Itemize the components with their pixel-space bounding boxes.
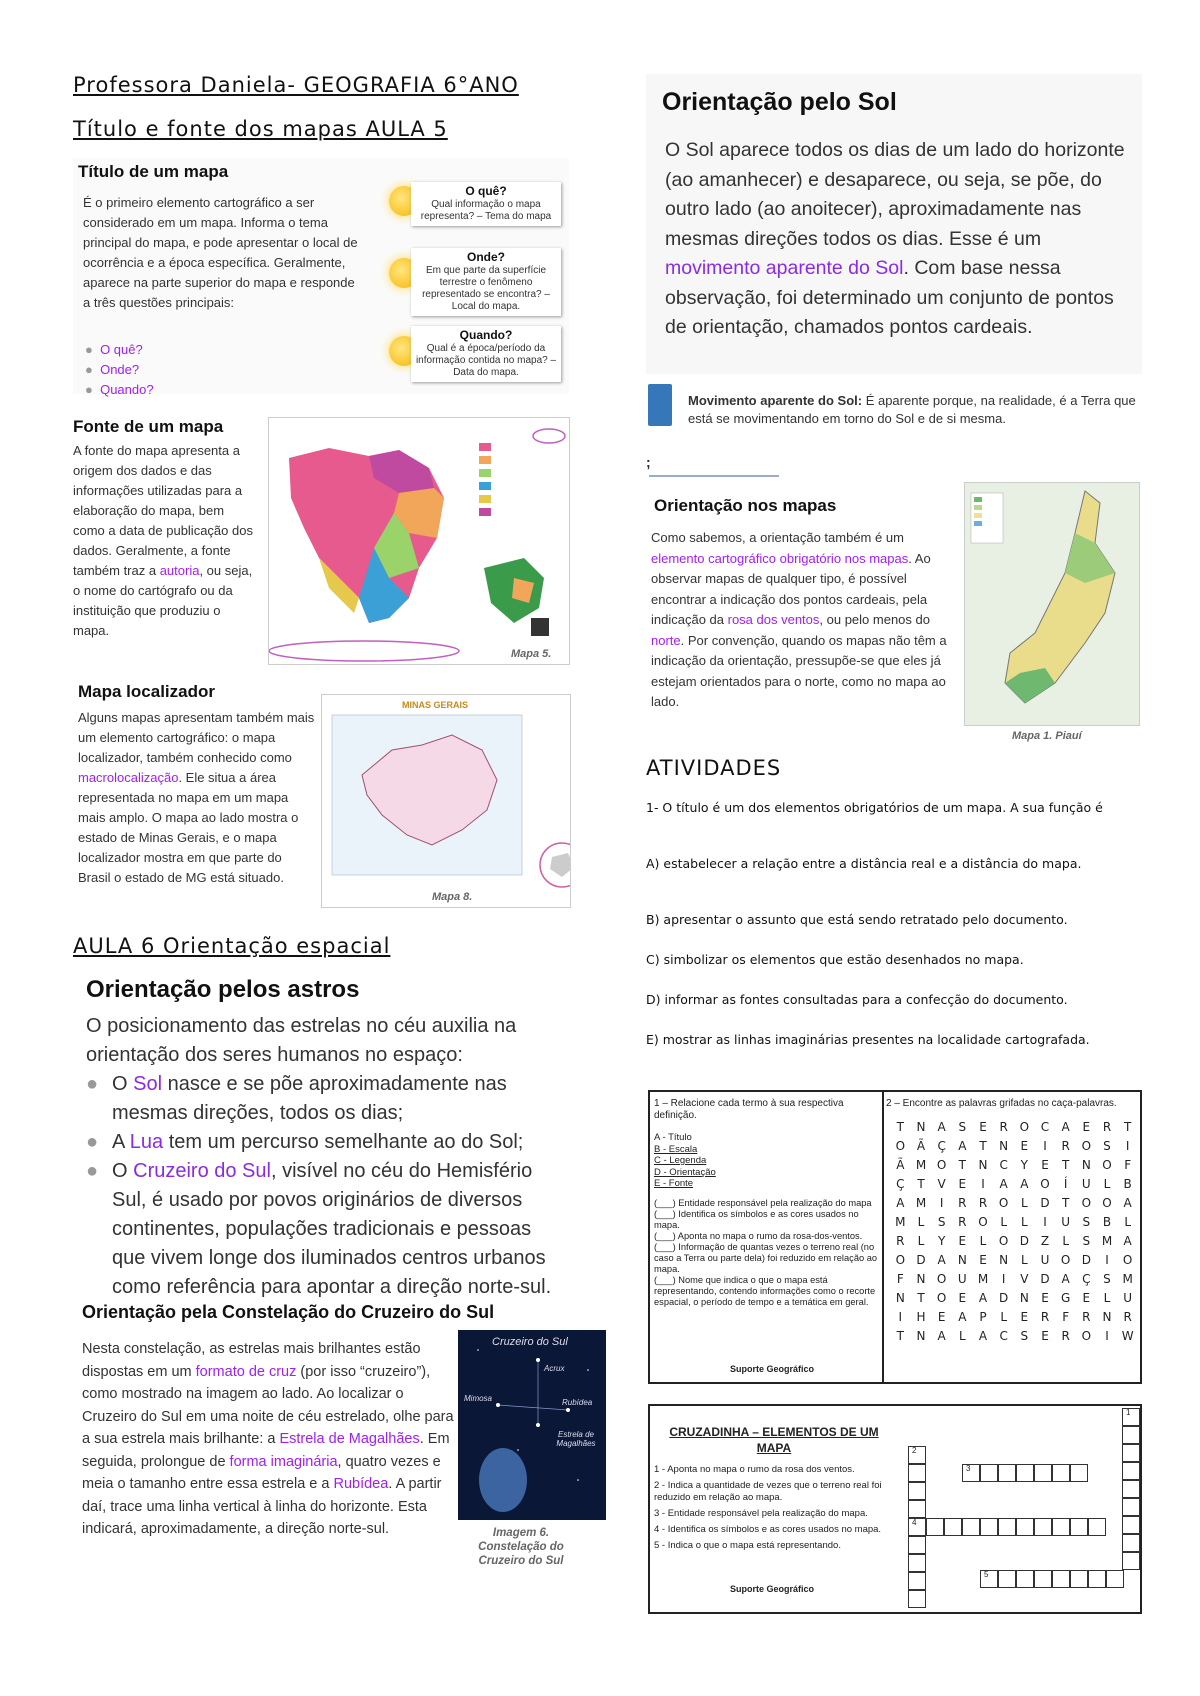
wordsearch-cell[interactable]: U	[957, 1272, 967, 1286]
wordsearch-cell[interactable]: E	[1082, 1291, 1091, 1305]
crossword-cell[interactable]	[908, 1518, 926, 1536]
wordsearch-cell[interactable]: L	[1020, 1215, 1028, 1229]
localizador-text: Alguns mapas apresentam também mais um elemento cartográfico: o mapa localizador, também conhecido como macrolocalização. Ele situa a área representada no mapa em um mapa mais amplo. O mapa ao lado mostra o estado de Minas Gerais, e o mapa localizador mostra em que parte do Brasil o estado de MG está situado.	[78, 710, 315, 885]
fonte-heading: Fonte de um mapa	[73, 417, 224, 436]
crossword-number: 5	[984, 1570, 989, 1579]
sol-text: O Sol aparece todos os dias de um lado do horizonte (ao amanhecer) e desaparece, ou seja, se põe, do outro lado (ao anoitecer), aproximadamente nas mesmas direções todos os dias. Esse é um movimento aparente do Sol. Com base nessa observação, foi determinado um conjunto de pontos de orientação, chamados pontos cardeais.	[665, 139, 1125, 338]
wordsearch-cell[interactable]: N	[916, 1120, 926, 1134]
star-label-acrux: Acrux	[544, 1364, 565, 1373]
crossword-cell[interactable]	[908, 1536, 926, 1554]
wordsearch-cell[interactable]: O	[895, 1253, 906, 1267]
minas-map-image	[321, 694, 571, 908]
wordsearch-cell[interactable]: L	[1000, 1310, 1007, 1324]
wordsearch-cell[interactable]: L	[1124, 1215, 1131, 1229]
wordsearch-cell[interactable]: H	[916, 1310, 926, 1324]
page-header-teacher: Professora Daniela- GEOGRAFIA 6°ANO	[73, 73, 519, 97]
wordsearch-cell[interactable]: N	[999, 1253, 1009, 1267]
fonte-panel	[68, 415, 570, 667]
wordsearch-cell[interactable]: S	[1082, 1234, 1091, 1248]
mapas-panel	[646, 480, 1142, 742]
wordsearch-cell[interactable]: U	[1061, 1215, 1071, 1229]
wordsearch-cell[interactable]: W	[1121, 1329, 1134, 1343]
crossword-cell[interactable]	[980, 1518, 998, 1536]
wordsearch-cell[interactable]: L	[917, 1234, 925, 1248]
wordsearch-cell[interactable]: D	[1040, 1196, 1050, 1210]
wordsearch-cell[interactable]: N	[1102, 1310, 1112, 1324]
wordsearch-cell[interactable]: M	[915, 1158, 927, 1172]
crossword-cell[interactable]	[1016, 1570, 1034, 1588]
book-icon	[648, 384, 672, 426]
wordsearch-cell[interactable]: Y	[937, 1234, 946, 1248]
wordsearch-cell[interactable]: D	[1081, 1253, 1091, 1267]
divider	[649, 475, 779, 477]
crossword-grid[interactable]	[908, 1406, 1142, 1612]
wordsearch-cell[interactable]: I	[1043, 1139, 1047, 1153]
cruzeiro-panel	[76, 1302, 596, 1602]
titulo-bullets: ● O quê? ● Onde? ● Quando?	[85, 342, 154, 397]
crossword-cell[interactable]	[998, 1518, 1016, 1536]
wordsearch-cell[interactable]: U	[1081, 1177, 1091, 1191]
wordsearch-cell[interactable]: Ã	[916, 1139, 926, 1153]
wordsearch-cell[interactable]: L	[1103, 1291, 1111, 1305]
brazil-map-image	[268, 417, 570, 665]
cruzeiro-caption: Imagem 6. Constelação do Cruzeiro do Sul	[478, 1527, 564, 1567]
exercise-wordsearch-panel	[648, 1090, 1142, 1384]
crossword-cell[interactable]	[1122, 1552, 1140, 1570]
star-label-mimosa: Mimosa	[464, 1394, 493, 1403]
wordsearch-cell[interactable]: V	[937, 1177, 946, 1191]
wordsearch-cell[interactable]: I	[939, 1196, 944, 1210]
wordsearch-cell[interactable]: O	[1081, 1329, 1092, 1343]
bullet-oque: O quê?	[100, 342, 143, 357]
wordsearch-cell[interactable]: A	[1061, 1272, 1070, 1286]
titulo-heading: Título de um mapa	[78, 162, 229, 181]
titulo-panel	[73, 158, 569, 397]
wordsearch-cell[interactable]: T	[979, 1139, 987, 1153]
wordsearch-cell[interactable]: V	[1020, 1272, 1029, 1286]
mapas-heading: Orientação nos mapas	[654, 496, 837, 515]
wordsearch-cell[interactable]: N	[978, 1158, 988, 1172]
wordsearch-cell[interactable]: M	[1122, 1272, 1133, 1286]
wordsearch-cell[interactable]: T	[917, 1177, 925, 1191]
crossword-cell[interactable]	[1106, 1570, 1124, 1588]
atividades-heading: ATIVIDADES	[646, 756, 782, 780]
wordsearch-cell[interactable]: N	[895, 1291, 905, 1305]
crossword-clues: 1 - Aponta no mapa o rumo da rosa dos ventos. 2 - Indica a quantidade de vezes que o terreno real foi reduzido em relação ao mapa. 3 - Entidade responsável pela realização do mapa. 4 - Identifica os símbolos e as cores usados no mapa. 5 - Indica o que o mapa está representando.	[654, 1464, 882, 1551]
titulo-text: É o primeiro elemento cartográfico a ser considerado em um mapa. Informa o tema principal do mapa, e pode apresentar o local de ocorrência e a época específica. Geralmente, aparece na parte superior do mapa e responde a três questões principais:	[83, 195, 358, 310]
wordsearch-cell[interactable]: R	[896, 1234, 905, 1248]
wordsearch-cell[interactable]: A	[1123, 1196, 1132, 1210]
crossword-cell[interactable]	[1122, 1462, 1140, 1480]
crossword-cell[interactable]	[908, 1500, 926, 1518]
wordsearch-cell[interactable]: E	[958, 1234, 967, 1248]
relacione-definitions: (___) Entidade responsável pela realização do mapa (___) Identifica os símbolos e as cores usados no mapa. (___) Aponta no mapa o rumo da rosa-dos-ventos. (___) Informação de quantas vezes o terreno real (no caso a Terra ou parte dela) foi reduzido em relação ao mapa. (___) Nome que indica o que o mapa está representando, contendo informações como o recorte espacial, o período de tempo e a temática em geral.	[654, 1198, 878, 1307]
wordsearch-cell[interactable]: O	[936, 1272, 947, 1286]
crossword-number: 2	[912, 1446, 917, 1455]
wordsearch-cell[interactable]: T	[1061, 1158, 1070, 1172]
wordsearch-cell[interactable]: E	[1020, 1139, 1029, 1153]
crossword-cell[interactable]	[1122, 1534, 1140, 1552]
wordsearch-cell[interactable]: A	[958, 1310, 967, 1324]
crossword-cell[interactable]	[926, 1518, 944, 1536]
minas-map-title: MINAS GERAIS	[402, 700, 469, 710]
wordsearch-cell[interactable]: T	[1061, 1196, 1070, 1210]
wordsearch-cell[interactable]: L	[1020, 1253, 1028, 1267]
localizador-panel	[73, 682, 571, 912]
wordsearch-cell[interactable]: S	[1103, 1139, 1111, 1153]
wordsearch-cell[interactable]: N	[916, 1272, 926, 1286]
cruzeiro-text: Nesta constelação, as estrelas mais brilhantes estão dispostas em um formato de cruz (por isso “cruzeiro”), como mostrado na imagem ao lado. Ao localizar o Cruzeiro do Sul em uma noite de céu estrelado, olhe para a sua estrela mais brilhante: a Estrela de Magalhães. Em seguida, prolongue de forma imaginária, quatro vezes e meia o tamanho entre essa estrela e a Rubídea. A partir daí, trace uma linha vertical à linha do horizonte. Esta indicará, aproximadamente, a direção norte-sul.	[82, 1341, 454, 1537]
bullet-onde: Onde?	[100, 362, 140, 377]
q-oque-box: O quê? Qual informação o mapa representa? – Tema do mapa	[411, 182, 561, 226]
astros-heading: Orientação pelos astros	[86, 976, 360, 1003]
wordsearch-cell[interactable]: A	[1061, 1120, 1070, 1134]
q-quando-box: Quando? Qual é a época/período da informação contida no mapa? – Data do mapa.	[411, 326, 561, 382]
wordsearch-cell[interactable]: D	[1019, 1234, 1029, 1248]
wordsearch-cell[interactable]: B	[1123, 1177, 1132, 1191]
wordsearch-cell[interactable]: F	[1062, 1310, 1070, 1324]
wordsearch-cell[interactable]: R	[1061, 1139, 1070, 1153]
wordsearch-cell[interactable]: A	[999, 1177, 1008, 1191]
crossword-cell[interactable]	[1070, 1570, 1088, 1588]
wordsearch-cell[interactable]: O	[936, 1291, 947, 1305]
wordsearch-cell[interactable]: L	[1000, 1215, 1007, 1229]
crossword-cell[interactable]	[908, 1464, 926, 1482]
crossword-cell[interactable]	[1122, 1444, 1140, 1462]
crossword-cell[interactable]	[1088, 1570, 1106, 1588]
wordsearch-cell[interactable]: S	[1082, 1215, 1091, 1229]
wordsearch-cell[interactable]: Y	[1020, 1158, 1028, 1172]
wordsearch-cell[interactable]: E	[1020, 1310, 1029, 1324]
wordsearch-cell[interactable]: A	[896, 1196, 905, 1210]
wordsearch-cell[interactable]: A	[937, 1329, 946, 1343]
crossword-cell[interactable]	[908, 1554, 926, 1572]
crossword-cell[interactable]	[1016, 1518, 1034, 1536]
crossword-cell[interactable]	[998, 1570, 1016, 1588]
wordsearch-cell[interactable]: Ç	[896, 1177, 905, 1191]
wordsearch-cell[interactable]: E	[979, 1253, 987, 1267]
wordsearch-cell[interactable]: E	[1041, 1158, 1049, 1172]
option-b[interactable]: B) apresentar o assunto que está sendo retratado pelo documento.	[646, 912, 1068, 927]
crossword-cell[interactable]	[908, 1590, 926, 1608]
wordsearch-cell[interactable]: L	[1020, 1196, 1028, 1210]
wordsearch-cell[interactable]: M	[977, 1272, 989, 1286]
wordsearch-cell[interactable]: N	[1081, 1158, 1091, 1172]
wordsearch-cell[interactable]: R	[1123, 1310, 1132, 1324]
sol-heading: Orientação pelo Sol	[662, 88, 897, 116]
wordsearch-cell[interactable]: L	[1062, 1234, 1069, 1248]
crossword-cell[interactable]	[1122, 1516, 1140, 1534]
wordsearch-cell[interactable]: P	[979, 1310, 987, 1324]
wordsearch-cell[interactable]: N	[999, 1139, 1009, 1153]
localizador-heading: Mapa localizador	[78, 682, 215, 701]
wordsearch-cell[interactable]: R	[1102, 1120, 1112, 1134]
wordsearch-cell[interactable]: E	[958, 1177, 967, 1191]
wordsearch-cell[interactable]: T	[917, 1291, 925, 1305]
fonte-text: A fonte do mapa apresenta a origem dos dados e das informações utilizadas para a elaboração do mapa, bem como a data de publicação dos dados. Geralmente, a fonte também traz a autoria, ou seja, o nome do cartógrafo ou da instituição que produziu o mapa.	[73, 443, 253, 638]
page-header-lesson5: Título e fonte dos mapas AULA 5	[73, 117, 448, 141]
wordsearch-cell[interactable]: O	[1060, 1253, 1071, 1267]
wordsearch-cell[interactable]: G	[1061, 1291, 1071, 1305]
crossword-cell[interactable]	[908, 1482, 926, 1500]
crossword-cell[interactable]	[1034, 1464, 1052, 1482]
wordsearch-cell[interactable]: A	[1123, 1234, 1132, 1248]
wordsearch-cell[interactable]: O	[1102, 1196, 1112, 1210]
cruzeiro-image-title: Cruzeiro do Sul	[492, 1336, 568, 1348]
wordsearch-cell[interactable]: R	[1061, 1329, 1070, 1343]
piaui-map-image	[964, 482, 1140, 726]
relacione-title: 1 – Relacione cada termo à sua respectiva definição.	[654, 1098, 844, 1121]
wordsearch-cell[interactable]: T	[1123, 1120, 1132, 1134]
page-header-lesson6: AULA 6 Orientação espacial	[73, 934, 391, 958]
crossword-cell[interactable]	[1088, 1518, 1106, 1536]
wordsearch-cell[interactable]: A	[958, 1139, 967, 1153]
bullet-quando: Quando?	[100, 382, 154, 397]
fonte-caption: Mapa 5.	[511, 648, 552, 660]
wordsearch-cell[interactable]: Ã	[896, 1158, 905, 1172]
option-a[interactable]: A) estabelecer a relação entre a distância real e a distância do mapa.	[646, 856, 1082, 871]
crossword-cell[interactable]	[1122, 1480, 1140, 1498]
semicolon-mark: ;	[646, 454, 651, 470]
crossword-cell[interactable]	[1122, 1408, 1140, 1426]
crossword-cell[interactable]	[1070, 1518, 1088, 1536]
wordsearch-cell[interactable]: Ç	[1082, 1272, 1091, 1286]
wordsearch-cell[interactable]: D	[999, 1291, 1009, 1305]
wordsearch-cell[interactable]: O	[1081, 1196, 1092, 1210]
wordsearch-cell[interactable]: E	[1082, 1120, 1091, 1134]
wordsearch-cell[interactable]: L	[1103, 1177, 1111, 1191]
wordsearch-cell[interactable]: O	[895, 1139, 906, 1153]
wordsearch-cell[interactable]: E	[937, 1310, 946, 1324]
astros-intro: O posicionamento das estrelas no céu auxilia na orientação dos seres humanos no espaço:	[86, 1015, 517, 1066]
wordsearch-cell[interactable]: O	[1081, 1139, 1092, 1153]
crossword-cell[interactable]	[1034, 1518, 1052, 1536]
wordsearch-cell[interactable]: Ç	[937, 1139, 946, 1153]
wordsearch-cell[interactable]: D	[916, 1253, 926, 1267]
wordsearch-cell[interactable]: M	[1101, 1234, 1113, 1248]
option-c[interactable]: C) simbolizar os elementos que estão desenhados no mapa.	[646, 952, 1024, 967]
crossword-cell[interactable]	[1122, 1498, 1140, 1516]
question-1: 1- O título é um dos elementos obrigatórios de um mapa. A sua função é	[646, 800, 1103, 815]
crossword-cell[interactable]	[980, 1570, 998, 1588]
q-onde-box: Onde? Em que parte da superfície terrestre o fenômeno representado se encontra? – Local do mapa.	[411, 248, 561, 316]
wordsearch-cell[interactable]: L	[958, 1329, 966, 1343]
crossword-cell[interactable]	[1016, 1464, 1034, 1482]
wordsearch-cell[interactable]: C	[1040, 1120, 1050, 1134]
wordsearch-cell[interactable]: M	[915, 1196, 927, 1210]
wordsearch-cell[interactable]: A	[937, 1120, 946, 1134]
wordsearch-cell[interactable]: E	[1041, 1291, 1049, 1305]
option-d[interactable]: D) informar as fontes consultadas para a confecção do documento.	[646, 992, 1068, 1007]
wordsearch-cell[interactable]: F	[1124, 1158, 1132, 1172]
wordsearch-cell[interactable]: A	[978, 1291, 988, 1305]
crossword-cell[interactable]	[1052, 1518, 1070, 1536]
astros-panel	[76, 970, 570, 1300]
sol-panel	[646, 74, 1142, 374]
wordsearch-grid[interactable]	[890, 1120, 1138, 1343]
wordsearch-cell[interactable]: L	[979, 1234, 987, 1248]
wordsearch-cell[interactable]: U	[1040, 1253, 1050, 1267]
crossword-number: 3	[966, 1464, 971, 1473]
wordsearch-cell[interactable]: C	[999, 1158, 1008, 1172]
wordsearch-cell[interactable]: R	[1040, 1310, 1050, 1324]
wordsearch-cell[interactable]: I	[981, 1177, 985, 1191]
wordsearch-cell[interactable]: R	[958, 1215, 967, 1229]
wordsearch-cell[interactable]: R	[978, 1196, 988, 1210]
wordsearch-cell[interactable]: C	[999, 1329, 1008, 1343]
wordsearch-title: 2 – Encontre as palavras grifadas no caça-palavras.	[886, 1098, 1117, 1109]
wordsearch-cell[interactable]: R	[958, 1196, 967, 1210]
wordsearch-cell[interactable]: E	[958, 1291, 967, 1305]
wordsearch-cell[interactable]: O	[998, 1234, 1009, 1248]
wordsearch-cell[interactable]: B	[1102, 1215, 1112, 1229]
wordsearch-cell[interactable]: N	[957, 1253, 967, 1267]
wordsearch-cell[interactable]: T	[896, 1120, 904, 1134]
crossword-cell[interactable]	[1070, 1464, 1088, 1482]
wordsearch-cell[interactable]: S	[958, 1120, 967, 1134]
crossword-number: 1	[1126, 1408, 1131, 1417]
wordsearch-cell[interactable]: I	[1105, 1253, 1109, 1267]
wordsearch-cell[interactable]: S	[1020, 1329, 1029, 1343]
crossword-cell[interactable]	[980, 1464, 998, 1482]
wordsearch-cell[interactable]: O	[978, 1215, 988, 1229]
sol-note: Movimento aparente do Sol: É aparente porque, na realidade, é a Terra que está se movimentando em torno do Sol e de si mesma.	[688, 393, 1136, 426]
localizador-caption: Mapa 8.	[432, 891, 473, 903]
wordsearch-cell[interactable]: O	[1040, 1177, 1050, 1191]
crossword-cell[interactable]	[908, 1446, 926, 1464]
wordsearch-cell[interactable]: O	[1122, 1253, 1133, 1267]
crossword-title: CRUZADINHA – ELEMENTOS DE UM MAPA	[669, 1425, 879, 1455]
mapas-text: Como sabemos, a orientação também é um elemento cartográfico obrigatório nos mapas. Ao observar mapas de qualquer tipo, é possível encontrar a indicação dos pontos cardeais, pela indicação da rosa dos ventos, ou pelo menos do norte. Por convenção, quando os mapas não têm a indicação da orientação, pressupõe-se que eles já estejam orientados para o norte, como no mapa ao lado.	[651, 530, 947, 709]
wordsearch-cell[interactable]: T	[896, 1329, 904, 1343]
crossword-cell[interactable]	[908, 1572, 926, 1590]
crossword-cell[interactable]	[998, 1464, 1016, 1482]
star-label-rubidea: Rubídea	[562, 1398, 593, 1407]
wordsearch-cell[interactable]: U	[1123, 1291, 1133, 1305]
wordsearch-cell[interactable]: A	[978, 1329, 988, 1343]
wordsearch-cell[interactable]: E	[979, 1120, 987, 1134]
wordsearch-cell[interactable]: E	[1041, 1329, 1049, 1343]
wordsearch-cell[interactable]: A	[1020, 1177, 1029, 1191]
wordsearch-cell[interactable]: I	[1043, 1215, 1047, 1229]
wordsearch-cell[interactable]: S	[937, 1215, 946, 1229]
wordsearch-cell[interactable]: I	[898, 1310, 903, 1324]
option-e[interactable]: E) mostrar as linhas imaginárias presentes na localidade cartografada.	[646, 1032, 1090, 1047]
wordsearch-cell[interactable]: O	[998, 1196, 1009, 1210]
wordsearch-cell[interactable]: O	[1102, 1158, 1112, 1172]
crossword-cell[interactable]	[962, 1464, 980, 1482]
wordsearch-cell[interactable]: Z	[1040, 1234, 1050, 1248]
wordsearch-cell[interactable]: N	[916, 1329, 926, 1343]
wordsearch-cell[interactable]: S	[1103, 1272, 1111, 1286]
wordsearch-cell[interactable]: A	[937, 1253, 946, 1267]
cruzeiro-image	[458, 1330, 606, 1520]
relacione-terms: A - Título B - Escala C - Legenda D - Orientação E - Fonte	[654, 1132, 716, 1189]
astros-bullets: ● O Sol nasce e se põe aproximadamente nas mesmas direções, todos os dias; ● A Lua tem um percurso semelhante ao do Sol; ● O Cruzeiro do Sul, visível no céu do Hemisfério Sul, é usado por povos originários de diversos continentes, populações tradicionais e pessoas que vivem longe dos iluminados centros urbanos como referência para apontar a direção norte-sul.	[86, 1073, 552, 1298]
crossword-cell[interactable]	[944, 1518, 962, 1536]
crossword-cell[interactable]	[1122, 1426, 1140, 1444]
wordsearch-cell[interactable]: R	[1082, 1310, 1091, 1324]
wordsearch-cell[interactable]: I	[1125, 1139, 1130, 1153]
cruzeiro-heading: Orientação pela Constelação do Cruzeiro do Sul	[82, 1302, 495, 1322]
wordsearch-cell[interactable]: I	[1105, 1329, 1109, 1343]
mapas-caption: Mapa 1. Piauí	[1012, 730, 1082, 742]
crossword-cell[interactable]	[1052, 1464, 1070, 1482]
wordsearch-cell[interactable]: N	[1019, 1291, 1029, 1305]
wordsearch-cell[interactable]: D	[1040, 1272, 1050, 1286]
crossword-footer: Suporte Geográfico	[730, 1584, 815, 1594]
crossword-cell[interactable]	[1034, 1570, 1052, 1588]
crossword-number: 4	[912, 1518, 917, 1527]
wordsearch-cell[interactable]: T	[958, 1158, 966, 1172]
crossword-cell[interactable]	[962, 1518, 980, 1536]
wordsearch-cell[interactable]: R	[999, 1120, 1008, 1134]
wordsearch-cell[interactable]: L	[917, 1215, 925, 1229]
wordsearch-cell[interactable]: F	[896, 1272, 904, 1286]
wordsearch-cell[interactable]: O	[936, 1158, 947, 1172]
wordsearch-cell[interactable]: Í	[1063, 1177, 1068, 1191]
relacione-footer: Suporte Geográfico	[730, 1364, 815, 1374]
crossword-cell[interactable]	[1052, 1570, 1070, 1588]
wordsearch-cell[interactable]: M	[895, 1215, 906, 1229]
crossword-panel	[648, 1404, 1142, 1614]
star-label-magalhaes: Estrela de Magalhães	[556, 1430, 596, 1448]
wordsearch-cell[interactable]: O	[1019, 1120, 1030, 1134]
wordsearch-cell[interactable]: I	[1001, 1272, 1006, 1286]
